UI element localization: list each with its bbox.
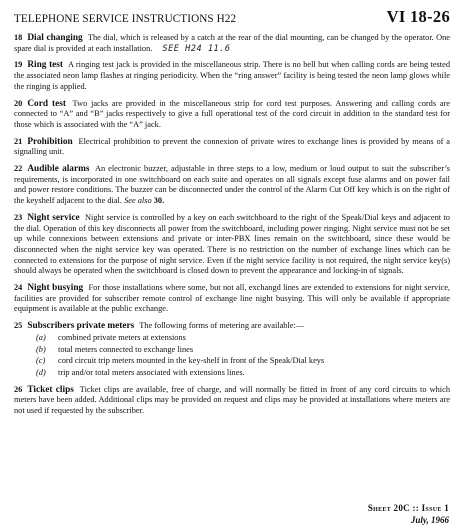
document-body: [14, 33, 450, 417]
section-20: [14, 99, 450, 131]
list-item-text: total meters connected to exchange lines: [58, 344, 194, 354]
section-text: Ticket clips are available, free of charge, and will normally be fitted in front of any cord circuits to which meters have been added. Additional clips may be provided on request and clips may be provided at installations where meters are not used if requested by the subscriber.: [14, 384, 450, 416]
section-text: The following forms of metering are available:—: [139, 321, 305, 331]
section-title: Prohibition: [27, 136, 73, 147]
section-title: Cord test: [27, 98, 66, 109]
section-number: 19: [14, 60, 23, 70]
list-item-text: cord circuit trip meters mounted in the key-shelf in front of the Speak/Dial keys: [58, 356, 325, 366]
section-24: [14, 283, 450, 315]
section-19: [14, 60, 450, 92]
list-item-text: combined private meters at extensions: [58, 332, 186, 342]
handwritten-note: SEE H24 11.6: [162, 43, 231, 54]
metering-list: [14, 333, 450, 379]
section-title: Subscribers private meters: [27, 321, 135, 332]
section-title: Night busying: [27, 283, 84, 294]
section-21: [14, 137, 450, 158]
section-26: [14, 385, 450, 417]
sheet-issue: Sheet 20C :: Issue 1: [367, 503, 449, 513]
section-text: Electrical prohibition to prevent the connexion of private wires to exchange lines is provided by means of a signalling unit.: [14, 136, 450, 157]
page-footer: [368, 503, 449, 526]
section-25: [14, 321, 450, 332]
section-text: Night service is controlled by a key on each switchboard to the right of the Speak/Dial keys and adjacent to the dial. Operation of this key disconnects all power from the switchboard, including power ringing. Night service must not be set up while connexions between extensions and private or inter-PBX lines remain on the switchboard, since these would be disconnected when the night service key was operated. There is no restriction on the number of exchange lines which can be connected to extensions for the purpose of night service. Even if the night service facility is not required, the night service key(s) should always be operated when the switchboard is closed down to prevent the appearance and locking-in of signals.: [14, 212, 450, 276]
section-number: 26: [14, 384, 23, 394]
section-text: An electronic buzzer, adjustable in three steps to a low, medium or loud output to suit the subscriber’s requirements, is incorporated in one switchboard on each suite and operates on all signals except fuse alarms and on power fail and power restore conditions. The buzzer can be disconnected under the control of the Alarm Cut Off key which is on the right of the keyshelf adjacent to the dial.: [14, 164, 450, 206]
section-text: Two jacks are provided in the miscellaneous strip for cord test purposes. Answering and calling cords are connected to “A” and “B” jacks respectively to give a full operational test of the cord circuit in addition to the standard test for those which is associated with the “A” jack.: [14, 98, 451, 129]
list-item: [14, 333, 450, 344]
section-text: For those installations where some, but not all, exchangd lines are extended to extensions for night service, facilities are provided for subscriber remote control of exchange line night busying. This will only be available if appropriate equipment is available at the public exchange.: [14, 283, 451, 314]
document-title: TELEPHONE SERVICE INSTRUCTIONS H22: [14, 13, 237, 25]
section-number: 23: [14, 212, 23, 222]
section-title: Ring test: [27, 60, 64, 71]
section-title: Dial changing: [27, 33, 83, 43]
list-item: [14, 368, 450, 379]
see-also-reference: 30.: [153, 196, 165, 206]
see-also-label: See also: [124, 196, 152, 206]
section-number: 25: [14, 321, 23, 331]
section-23: [14, 213, 450, 277]
section-22: [14, 164, 450, 207]
section-18: [14, 33, 450, 54]
list-item: [14, 345, 450, 356]
section-title: Audible alarms: [27, 164, 90, 175]
page-header: [14, 7, 450, 33]
section-title: Night service: [27, 212, 80, 223]
list-item: [14, 356, 450, 367]
section-number: 24: [14, 283, 23, 293]
section-text: The dial, which is released by a catch at the rear of the dial mounting, can be changed by the operator. One spare dial is provided at each installation.: [14, 33, 450, 53]
list-item-label: (b): [36, 344, 46, 354]
list-item-text: trip and/or total meters associated with extensions lines.: [58, 367, 245, 377]
list-item-label: (a): [36, 332, 46, 342]
section-number: 20: [14, 98, 23, 108]
section-title: Ticket clips: [27, 384, 74, 395]
section-number: 18: [14, 33, 23, 42]
list-item-label: (d): [36, 367, 46, 377]
issue-date: July, 1966: [410, 514, 449, 525]
section-number: 21: [14, 136, 23, 146]
list-item-label: (c): [36, 356, 46, 366]
section-text: A ringing test jack is provided in the miscellaneous strip. There is no bell but when calling cords are being tested the associated neon lamp flashes at ringing periodicity. When the “ring answer” facility is being tested the neon lamp glows while the ringing is applied.: [14, 60, 450, 91]
section-number: 22: [14, 164, 23, 174]
document-code: VI 18-26: [386, 7, 450, 26]
